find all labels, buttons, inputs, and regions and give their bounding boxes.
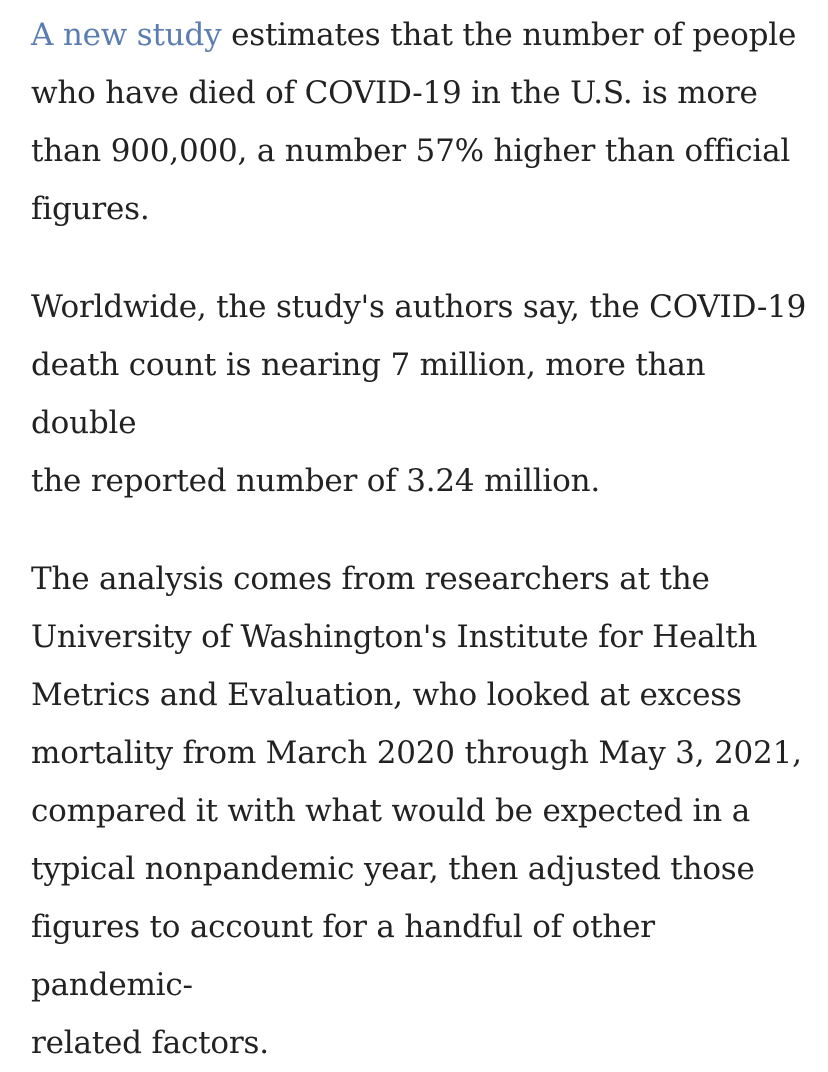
paragraph-2: [31, 278, 811, 510]
paragraph-2-line-1: Worldwide, the study's authors say, the COVID-19: [31, 289, 807, 325]
paragraph-3: [31, 550, 811, 1072]
paragraph-3-line-3: Metrics and Evaluation, who looked at excess: [31, 677, 742, 713]
paragraph-3-line-2: University of Washington's Institute for Health: [31, 619, 758, 655]
paragraph-1-line-2: who have died of COVID-19 in the U.S. is more: [31, 75, 758, 111]
paragraph-1-line-3: than 900,000, a number 57% higher than official: [31, 133, 791, 169]
paragraph-2-line-2: death count is nearing 7 million, more than double: [31, 347, 706, 441]
paragraph-3-line-6: typical nonpandemic year, then adjusted those: [31, 851, 755, 887]
article-body: [31, 6, 811, 1072]
paragraph-2-line-3: the reported number of 3.24 million.: [31, 463, 601, 499]
paragraph-3-line-7: figures to account for a handful of other pandemic-: [31, 909, 655, 1003]
paragraph-1-line-4: figures.: [31, 191, 150, 227]
paragraph-1-line-1-text: estimates that the number of people: [221, 17, 797, 53]
new-study-link[interactable]: A new study: [31, 17, 222, 53]
paragraph-1: [31, 6, 811, 238]
paragraph-3-line-5: compared it with what would be expected in a: [31, 793, 750, 829]
paragraph-3-line-4: mortality from March 2020 through May 3, 2021,: [31, 735, 802, 771]
paragraph-3-line-8: related factors.: [31, 1025, 269, 1061]
paragraph-3-line-1: The analysis comes from researchers at the: [31, 561, 710, 597]
